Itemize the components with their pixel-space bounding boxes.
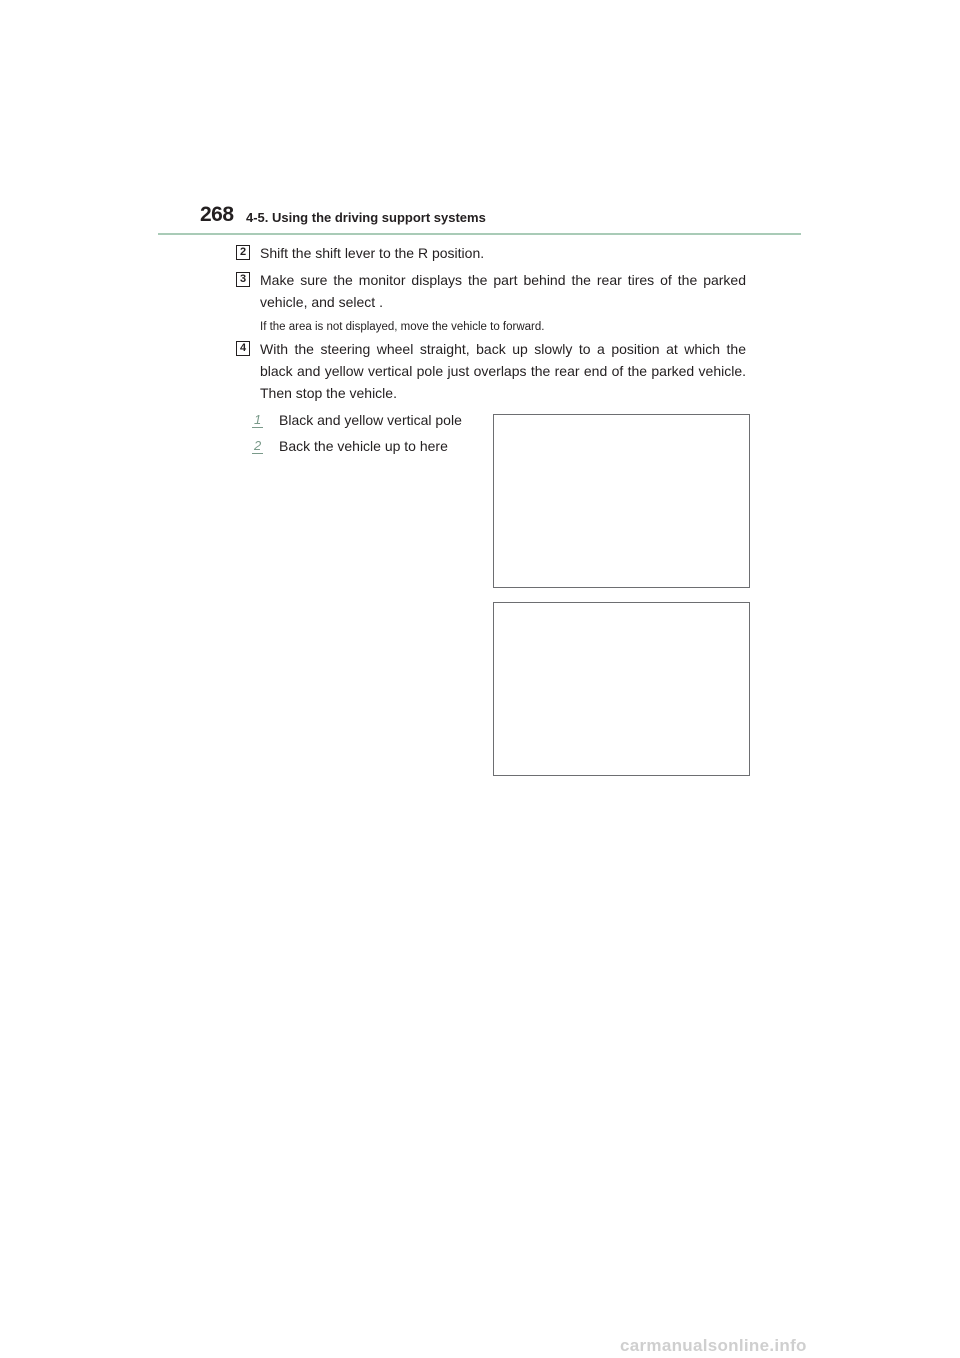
- callout-label: Back the vehicle up to here: [279, 438, 448, 454]
- step-text: Make sure the monitor displays the part behind the rear tires of the parked vehicle, and select .: [260, 272, 746, 310]
- step-number-badge: 4: [236, 341, 250, 356]
- step-note: If the area is not displayed, move the vehicle to forward.: [260, 321, 545, 333]
- step-number-badge: 3: [236, 272, 250, 287]
- watermark: carmanualsonline.info: [620, 1336, 807, 1355]
- illustration-frame: [493, 414, 750, 588]
- page-number: 268: [200, 203, 234, 226]
- callout-number: 1: [254, 412, 262, 427]
- callout-label: Black and yellow vertical pole: [279, 412, 462, 428]
- step-text: With the steering wheel straight, back up slowly to a position at which the black and yellow vertical pole just overlaps the rear end of the parked vehicle. Then stop the vehicle.: [260, 341, 746, 401]
- illustration-frame: [493, 602, 750, 776]
- section-title: 4-5. Using the driving support systems: [246, 210, 486, 225]
- step-text: Shift the shift lever to the R position.: [260, 245, 485, 261]
- header-divider: [158, 233, 801, 235]
- step-number-badge: 2: [236, 245, 250, 260]
- callout-number: 2: [254, 438, 262, 453]
